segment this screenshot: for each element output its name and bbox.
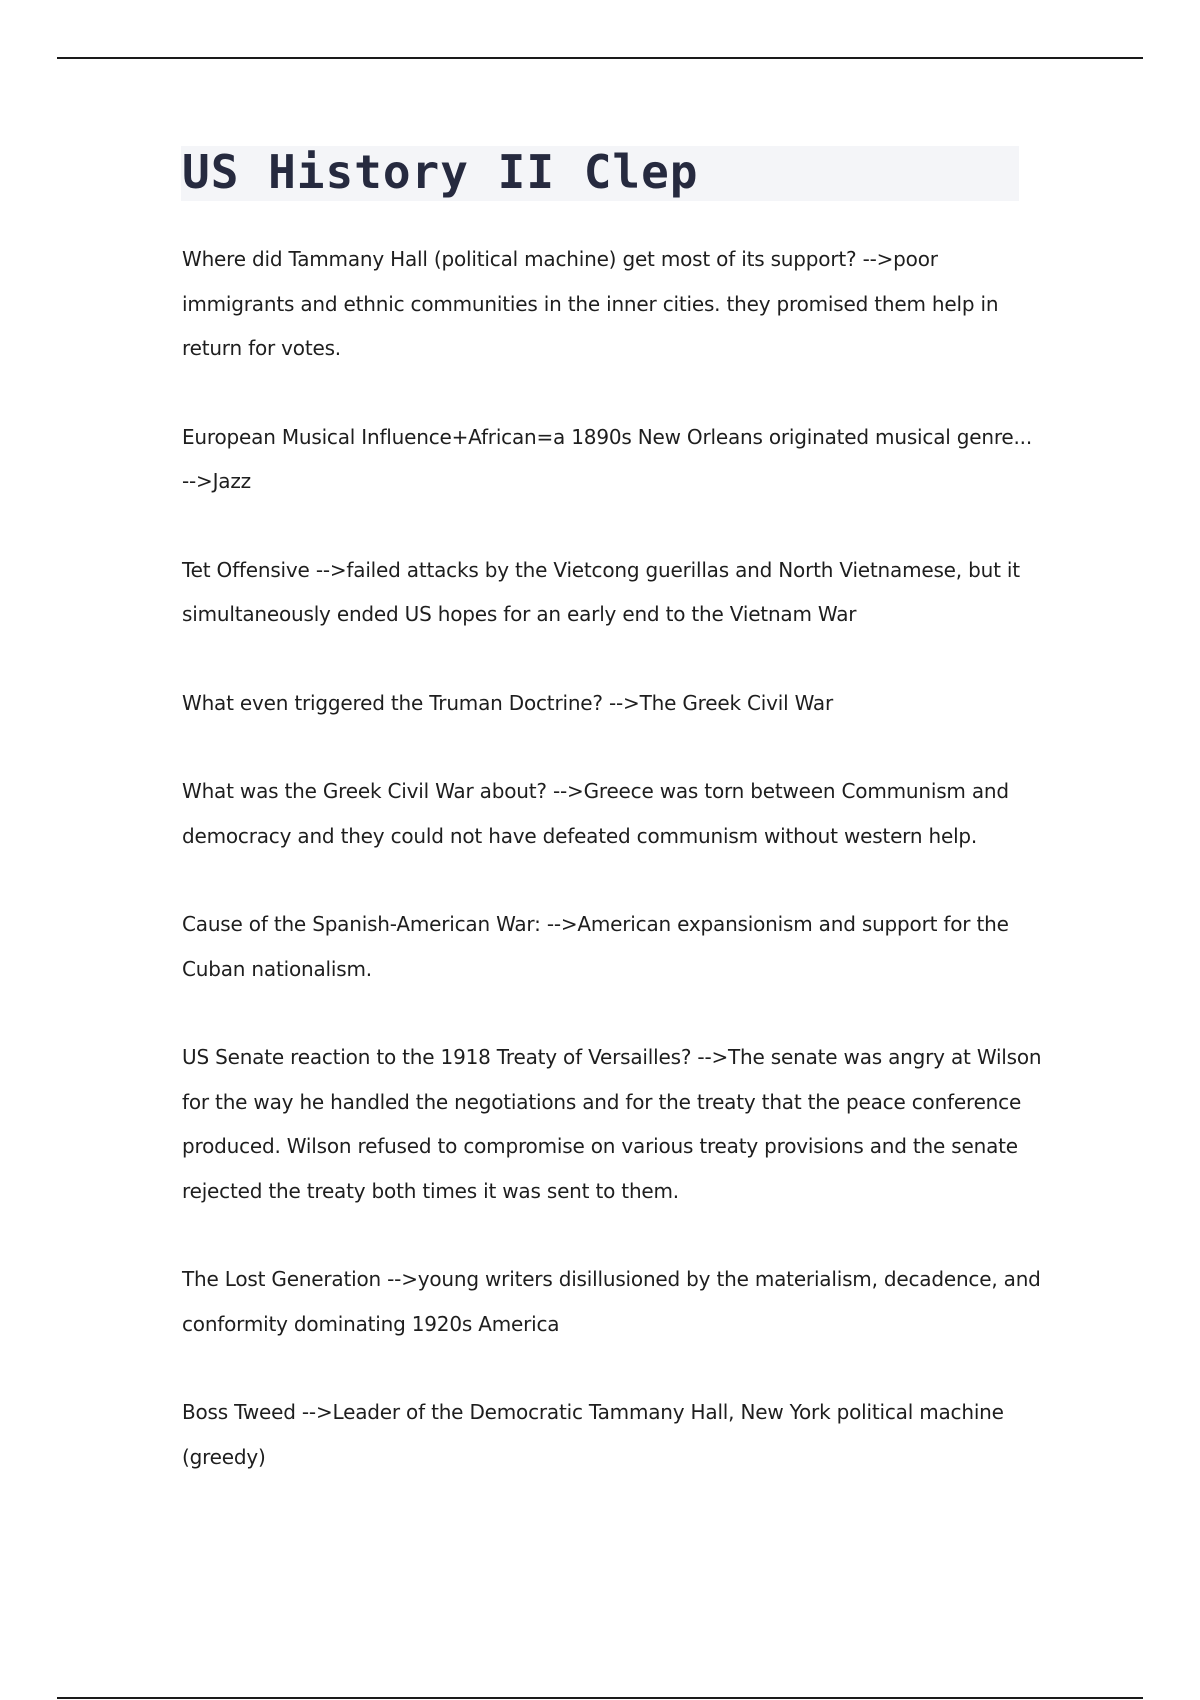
qa-separator: --> [609, 690, 640, 715]
qa-question: Tet Offensive [182, 557, 310, 582]
qa-question: What was the Greek Civil War about? [182, 779, 547, 803]
qa-item [182, 237, 1042, 371]
qa-answer: failed attacks by the Vietcong guerillas and North Vietnamese, but it simultaneously ended US hopes for an early end to the Vietnam War [182, 557, 1020, 626]
page-title: US History II Clep [182, 145, 699, 199]
qa-answer: Greece was torn between Communism and democracy and they could not have defeated communism without western help. [182, 779, 1009, 848]
qa-separator: --> [546, 912, 578, 936]
footer-rule [57, 1697, 1143, 1699]
qa-answer: The Greek Civil War [639, 690, 833, 715]
qa-question: US Senate reaction to the 1918 Treaty of Versailles? [182, 1045, 692, 1069]
qa-answer: American expansionism and support for the Cuban nationalism. [182, 912, 1009, 981]
qa-answer: poor immigrants and ethnic communities in the inner cities. they promised them help in return for votes. [182, 247, 999, 360]
qa-question: The Lost Generation [182, 1267, 381, 1291]
qa-question: Cause of the Spanish-American War: [182, 912, 541, 936]
qa-separator: --> [182, 469, 213, 493]
qa-question: What even triggered the Truman Doctrine? [182, 690, 603, 715]
qa-item [182, 769, 1042, 858]
qa-separator: --> [862, 247, 894, 271]
qa-item [182, 1257, 1042, 1346]
qa-answer: young writers disillusioned by the materialism, decadence, and conformity dominating 1920s America [182, 1267, 1041, 1336]
qa-separator: --> [315, 557, 347, 582]
header-rule [57, 57, 1143, 59]
qa-question: Boss Tweed [182, 1400, 296, 1424]
qa-item [182, 902, 1042, 991]
qa-answer: Leader of the Democratic Tammany Hall, New York political machine (greedy) [182, 1400, 1004, 1469]
qa-answer: Jazz [212, 469, 251, 493]
qa-answer: The senate was angry at Wilson for the way he handled the negotiations and for the treaty that the peace conference produced. Wilson refused to compromise on various treaty provisions and the senate rejected the treaty both times it was sent to them. [182, 1045, 1042, 1203]
qa-separator: --> [552, 779, 584, 803]
qa-separator: --> [697, 1045, 729, 1069]
qa-question: Where did Tammany Hall (political machine) get most of its support? [182, 247, 857, 271]
qa-item [182, 1035, 1042, 1213]
qa-item [182, 1390, 1042, 1479]
qa-item [182, 681, 1042, 726]
qa-question: European Musical Influence+African=a 1890s New Orleans originated musical genre... [182, 424, 1032, 449]
qa-item [182, 548, 1042, 637]
qa-item [182, 415, 1042, 504]
qa-separator: --> [387, 1267, 418, 1291]
qa-list [182, 237, 1042, 1523]
qa-separator: --> [301, 1400, 333, 1424]
